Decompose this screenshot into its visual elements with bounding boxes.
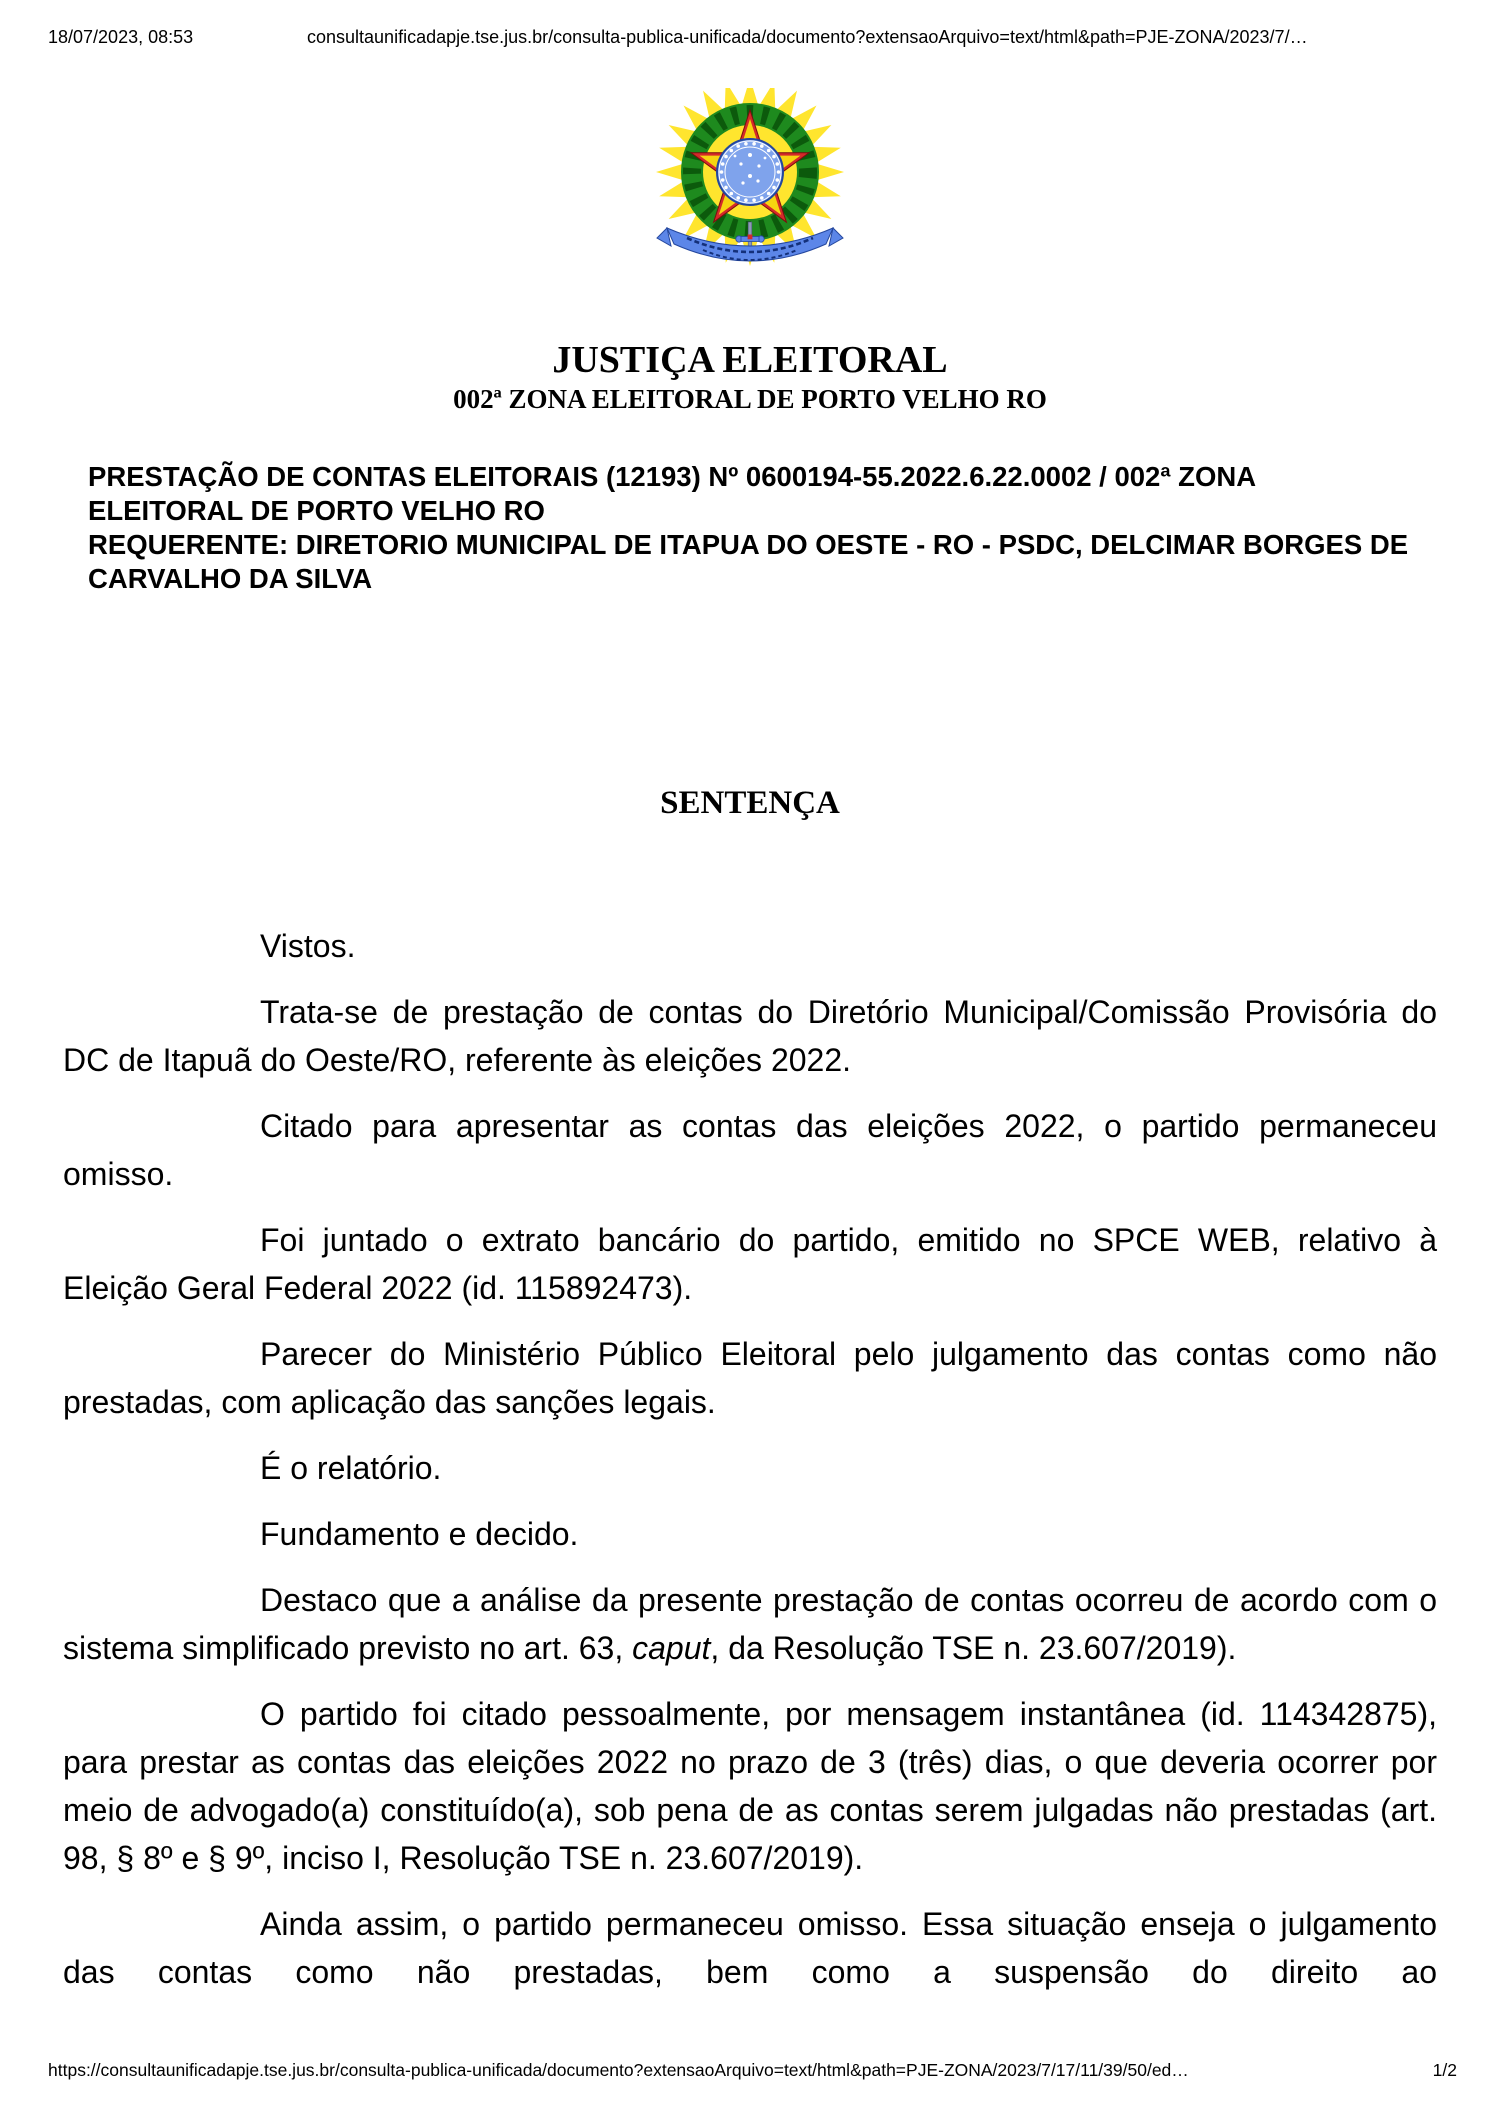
print-header-datetime: 18/07/2023, 08:53	[48, 27, 194, 47]
document-paragraph: Parecer do Ministério Público Eleitoral pelo julgamento das contas como não prestadas, com aplicação das sanções legais.	[63, 1336, 1437, 1420]
emblem-container	[0, 88, 1500, 278]
print-header-url-title: consultaunificadapje.tse.jus.br/consulta-publica-unificada/documento?extensaoArquivo=text/html&path=PJE-ZONA/2023/7/…	[307, 27, 1308, 47]
print-footer-url: https://consultaunificadapje.tse.jus.br/consulta-publica-unificada/documento?extensaoArquivo=text/html&path=PJE-ZONA/2023/7/17/11/39/50/ed…	[48, 2060, 1189, 2080]
document-paragraph: Ainda assim, o partido permaneceu omisso. Essa situação enseja o julgamento das contas como não prestadas, bem como a suspensão do direito ao	[63, 1906, 1437, 1990]
document-paragraph: Foi juntado o extrato bancário do partido, emitido no SPCE WEB, relativo à Eleição Geral Federal 2022 (id. 115892473).	[63, 1222, 1437, 1306]
page-indicator: 1/2	[1432, 2060, 1457, 2080]
document-paragraph: Destaco que a análise da presente prestação de contas ocorreu de acordo com o sistema simplificado previsto no art. 63, caput, da Resolução TSE n. 23.607/2019).	[63, 1582, 1437, 1666]
court-name-heading: JUSTIÇA ELEITORAL	[552, 339, 948, 381]
document-paragraph: Vistos.	[260, 928, 356, 964]
document-paragraph: É o relatório.	[260, 1450, 442, 1486]
document-paragraph: Citado para apresentar as contas das eleições 2022, o partido permaneceu omisso.	[63, 1108, 1437, 1192]
brazil-coat-of-arms-icon	[655, 88, 845, 278]
print-footer	[48, 2060, 1457, 2080]
case-caption-line: REQUERENTE: DIRETORIO MUNICIPAL DE ITAPUA DO OESTE - RO - PSDC, DELCIMAR BORGES DE CARVALHO DA SILVA	[88, 529, 1409, 594]
case-caption-line: PRESTAÇÃO DE CONTAS ELEITORAIS (12193) Nº 0600194-55.2022.6.22.0002 / 002ª ZONA ELEITORAL DE PORTO VELHO RO	[88, 461, 1256, 526]
case-caption	[88, 460, 1410, 596]
document-body	[63, 922, 1437, 1996]
electoral-zone-heading: 002ª ZONA ELEITORAL DE PORTO VELHO RO	[453, 384, 1047, 414]
document-paragraph: Fundamento e decido.	[260, 1516, 579, 1552]
section-title: SENTENÇA	[660, 785, 840, 821]
document-paragraph: O partido foi citado pessoalmente, por mensagem instantânea (id. 114342875), para prestar as contas das eleições 2022 no prazo de 3 (três) dias, o que deveria ocorrer por meio de advogado(a) constituído(a), sob pena de as contas serem julgadas não prestadas (art. 98, § 8º e § 9º, inciso I, Resolução TSE n. 23.607/2019).	[63, 1696, 1437, 1876]
document-paragraph: Trata-se de prestação de contas do Diretório Municipal/Comissão Provisória do DC de Itapuã do Oeste/RO, referente às eleições 2022.	[63, 994, 1437, 1078]
